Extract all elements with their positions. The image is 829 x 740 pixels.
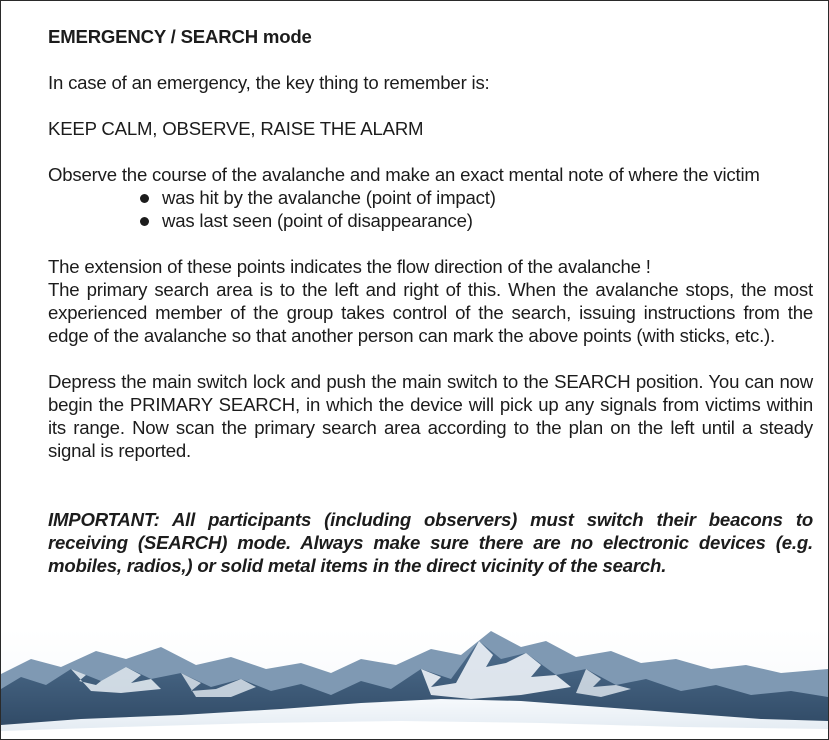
intro-line: In case of an emergency, the key thing to remember is: bbox=[48, 72, 490, 93]
search-instructions-paragraph: Depress the main switch lock and push the main switch to the SEARCH position. You can now begin the PRIMARY SEARCH, in which the device will pick up any signals from victims within its range. Now scan the primary search area according to the plan on the left until a steady signal is reported. bbox=[48, 371, 813, 461]
bullet-text: was hit by the avalanche (point of impact) bbox=[162, 187, 496, 208]
bullet-dot-icon bbox=[140, 194, 149, 203]
bullet-text: was last seen (point of disappearance) bbox=[162, 210, 473, 231]
section-heading: EMERGENCY / SEARCH mode bbox=[48, 26, 312, 47]
primary-area-paragraph: The primary search area is to the left and right of this. When the avalanche stops, the most experienced member of the group takes control of the search, issuing instructions from the edge of the avalanche so that another person can mark the above points (with sticks, etc.). bbox=[48, 279, 813, 346]
bullet-impact bbox=[140, 186, 813, 209]
bullet-dot-icon bbox=[140, 217, 149, 226]
motto-line: KEEP CALM, OBSERVE, RAISE THE ALARM bbox=[48, 118, 424, 139]
bullet-disappearance bbox=[140, 209, 813, 232]
instruction-text bbox=[48, 25, 813, 577]
extension-line: The extension of these points indicates the flow direction of the avalanche ! bbox=[48, 256, 651, 277]
mountain-panorama-image bbox=[1, 629, 828, 739]
important-notice: IMPORTANT: All participants (including observers) must switch their beacons to receiving (SEARCH) mode. Always make sure there are no electronic devices (e.g. mobiles, radios,) or solid metal items in the direct vicinity of the search. bbox=[48, 509, 813, 576]
observation-bullets bbox=[48, 186, 813, 232]
observe-paragraph: Observe the course of the avalanche and make an exact mental note of where the victim bbox=[48, 164, 760, 185]
